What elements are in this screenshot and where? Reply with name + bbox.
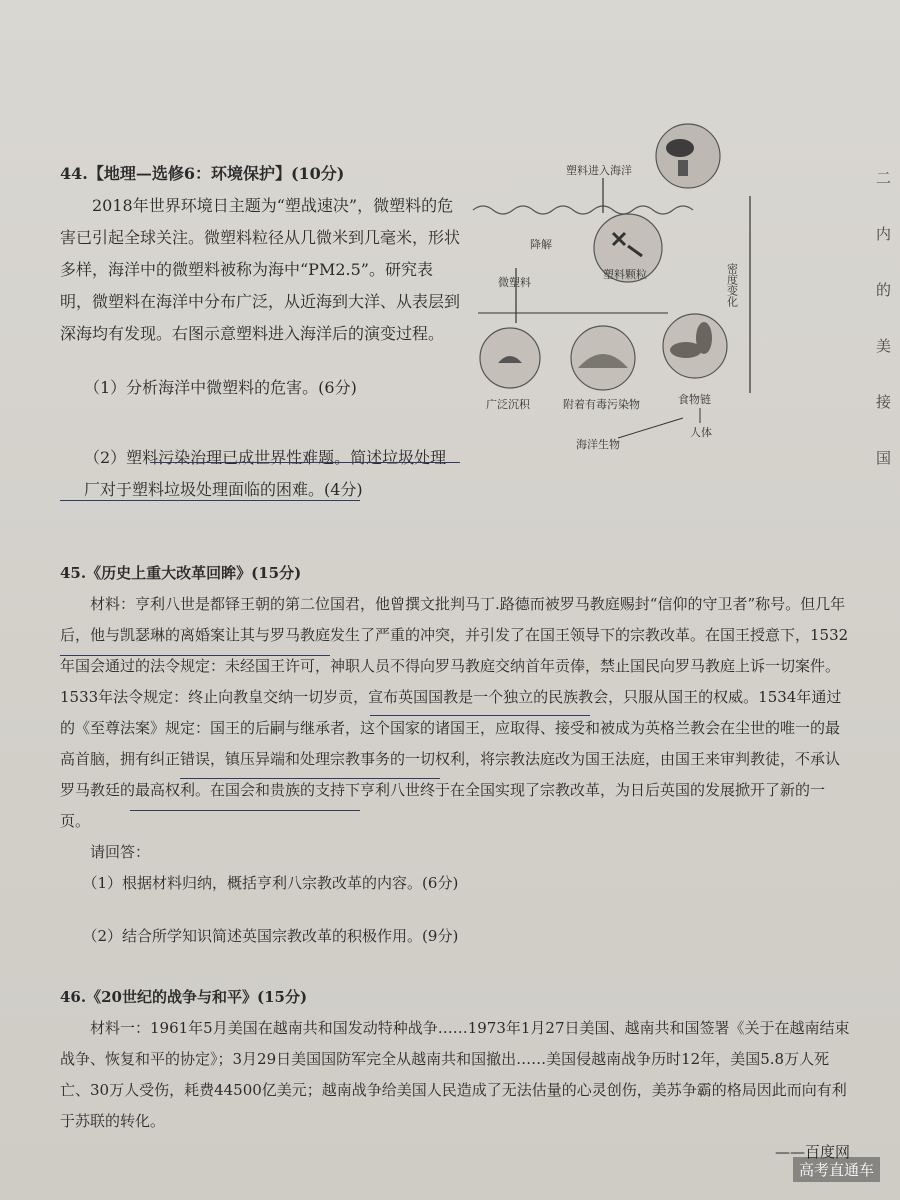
question-45 (60, 558, 850, 952)
pen-underline (60, 500, 360, 501)
edge-char: 内 (876, 225, 892, 243)
microplastic-diagram (468, 118, 768, 458)
label-enter: 塑料进入海洋 (566, 164, 632, 177)
label-deposit: 广泛沉积 (486, 398, 530, 411)
ocean-surface-wave (473, 206, 693, 214)
q44-sub1: （1）分析海洋中微塑料的危害。(6分) (84, 378, 357, 397)
pen-underline (180, 778, 440, 779)
arrow-marine (618, 418, 683, 438)
label-particles: 塑料颗粒 (603, 268, 647, 281)
plastic-bag-circle (656, 124, 720, 188)
pen-underline (150, 462, 460, 463)
q45-header: 45.《历史上重大改革回眸》(15分) (60, 564, 302, 582)
right-edge-text (876, 150, 900, 486)
label-marine: 海洋生物 (576, 438, 620, 451)
pen-underline (130, 810, 360, 811)
q46-material: 材料一：1961年5月美国在越南共和国发动特种战争……1973年1月27日美国、越南共和国签署《关于在越南结束战争、恢复和平的协定》；3月29日美国国防军完全从越南共和国撤出……美国侵越南战争历时12年，美国5.8万人死亡、30万人受伤，耗费44500亿美元；越南战争给美国人民造成了无法估量的心灵创伤，美苏争霸的格局因此而向有利于苏联的转化。 (60, 1019, 850, 1130)
plastic-bag-icon (666, 139, 694, 157)
q44-sub2: （2）塑料污染治理已成世界性难题。简述垃圾处理厂对于塑料垃圾处理面临的困难。(4分) (84, 448, 447, 499)
shell-icon (696, 322, 712, 354)
label-density: 密度变化 (725, 263, 739, 307)
edge-char: 国 (876, 449, 892, 467)
pen-underline (60, 655, 330, 656)
edge-char: 的 (876, 281, 892, 299)
q45-material: 材料：亨利八世是都铎王朝的第二位国君，他曾撰文批判马丁.路德而被罗马教庭赐封“信仰的守卫者”称号。但几年后，他与凯瑟琳的离婚案让其与罗马教庭发生了严重的冲突，并引发了在国王领导下的宗教改革。在国王授意下，1532年国会通过的法令规定：未经国王许可，神职人员不得向罗马教庭交纳首年贡俸，禁止国民向罗马教庭上诉一切案件。1533年法令规定：终止向教皇交纳一切岁贡，宣布英国国教是一个独立的民族教会，只服从国王的权威。1534年通过的《至尊法案》规定：国王的后嗣与继承者，这个国家的诸国王，应取得、接受和被成为英格兰教会在尘世的唯一的最高首脑，拥有纠正错误，镇压异端和处理宗教事务的一切权利，将宗教法庭改为国王法庭，由国王来审判教徒，不承认罗马教廷的最高权利。在国会和贵族的支持下亨利八世终于在全国实现了宗教改革，为日后英国的发展掀开了新的一页。 (60, 595, 849, 830)
q45-sub2: （2）结合所学知识简述英国宗教改革的积极作用。(9分) (82, 927, 459, 945)
label-toxic: 附着有毒污染物 (563, 398, 640, 411)
q45-sub1: （1）根据材料归纳，概括亨利八宗教改革的内容。(6分) (82, 874, 459, 892)
question-46 (60, 982, 850, 1168)
q44-header: 44.【地理—选修6：环境保护】(10分) (60, 164, 345, 183)
q44-body: 2018年世界环境日主题为“塑战速决”，微塑料的危害已引起全球关注。微塑料粒径从几微米到几毫米，形状多样，海洋中的微塑料被称为海中“PM2.5”。研究表明，微塑料在海洋中分布广泛，从近海到大洋、从表层到深海均有发现。右图示意塑料进入海洋后的演变过程。 (60, 196, 461, 343)
q45-ask: 请回答： (90, 843, 151, 861)
edge-char: 美 (876, 337, 892, 355)
edge-char: 二 (876, 169, 892, 187)
q46-source: ——百度网 (774, 1143, 850, 1161)
bottle-icon (678, 160, 688, 176)
label-human: 人体 (690, 426, 712, 439)
pen-underline (370, 715, 590, 716)
q46-header: 46.《20世纪的战争与和平》(15分) (60, 988, 308, 1006)
label-micro: 微塑料 (498, 276, 531, 289)
brand-watermark: 高考直通车 (793, 1157, 880, 1182)
label-food: 食物链 (678, 393, 711, 406)
label-degrade: 降解 (530, 238, 552, 251)
question-44 (60, 158, 460, 506)
edge-char: 接 (876, 393, 892, 411)
